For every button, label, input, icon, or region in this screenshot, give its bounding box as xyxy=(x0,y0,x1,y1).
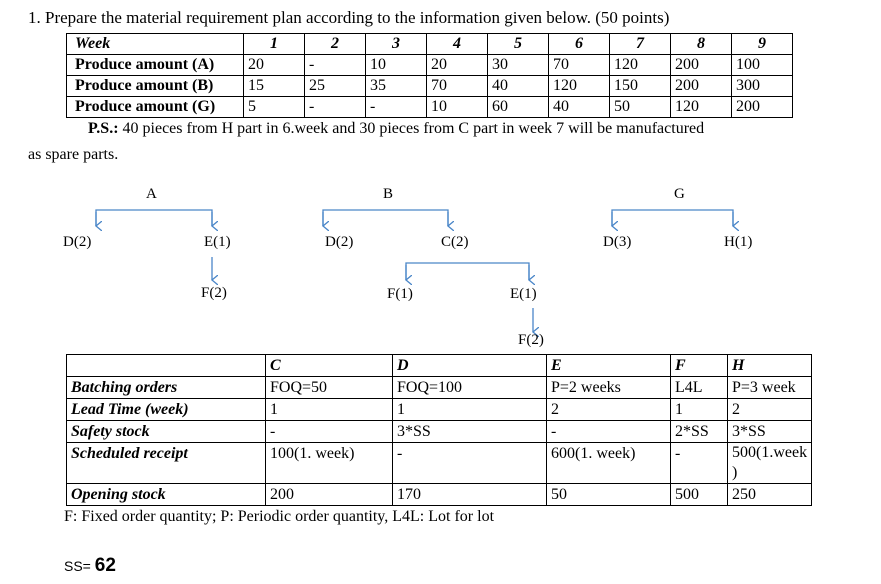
question-number: 1. xyxy=(28,8,41,27)
value-cell: 30 xyxy=(488,55,549,76)
table-row xyxy=(67,443,812,484)
footnote: F: Fixed order quantity; P: Periodic order quantity, L4L: Lot for lot xyxy=(64,508,495,525)
value-cell: 1 xyxy=(671,399,728,421)
value-cell: 200 xyxy=(266,484,393,506)
value-cell: L4L xyxy=(671,377,728,399)
value-cell: FOQ=100 xyxy=(393,377,547,399)
column-header: C xyxy=(266,355,393,377)
value-cell: 500 xyxy=(671,484,728,506)
value-cell: - xyxy=(393,443,547,484)
value-cell: 3*SS xyxy=(728,421,812,443)
value-cell: 3*SS xyxy=(393,421,547,443)
bom-node-g-d: D(3) xyxy=(603,234,632,250)
week-cell: 1 xyxy=(244,34,305,55)
value-cell: - xyxy=(305,97,366,118)
week-cell: 7 xyxy=(610,34,671,55)
row-label: Produce amount (B) xyxy=(67,76,244,97)
column-header: F xyxy=(671,355,728,377)
table-row xyxy=(67,484,812,506)
value-cell: 15 xyxy=(244,76,305,97)
ss-label: SS= xyxy=(64,558,91,574)
value-cell: 25 xyxy=(305,76,366,97)
value-cell: 200 xyxy=(732,97,793,118)
value-cell: 300 xyxy=(732,76,793,97)
bom-node-a-d: D(2) xyxy=(63,234,92,250)
value-cell: 40 xyxy=(488,76,549,97)
column-header: H xyxy=(728,355,812,377)
connector-a xyxy=(96,210,212,226)
week-cell: 2 xyxy=(305,34,366,55)
row-label: Batching orders xyxy=(67,377,266,399)
value-cell: 50 xyxy=(547,484,671,506)
value-cell: 150 xyxy=(610,76,671,97)
value-cell: - xyxy=(305,55,366,76)
value-cell: 5 xyxy=(244,97,305,118)
table-row xyxy=(67,421,812,443)
value-cell: 120 xyxy=(549,76,610,97)
value-cell: 200 xyxy=(671,76,732,97)
table-row xyxy=(67,377,812,399)
value-cell: 170 xyxy=(393,484,547,506)
week-cell: 6 xyxy=(549,34,610,55)
week-cell: 5 xyxy=(488,34,549,55)
value-cell: 10 xyxy=(427,97,488,118)
value-cell: 60 xyxy=(488,97,549,118)
bom-node-b-d: D(2) xyxy=(325,234,354,250)
bom-node-a-e: E(1) xyxy=(204,234,231,250)
value-cell: P=3 week xyxy=(728,377,812,399)
bom-node-a: A xyxy=(146,186,157,202)
value-cell: 2 xyxy=(728,399,812,421)
ps-line2: as spare parts. xyxy=(28,146,119,163)
row-label: Produce amount (G) xyxy=(67,97,244,118)
value-cell: - xyxy=(547,421,671,443)
item-parameter-table xyxy=(66,354,812,506)
value-cell: 50 xyxy=(610,97,671,118)
bom-node-c-e: E(1) xyxy=(510,286,537,302)
table-header-row xyxy=(67,355,812,377)
row-label: Scheduled receipt xyxy=(67,443,266,484)
connector-c xyxy=(406,263,529,280)
table-row xyxy=(67,399,812,421)
column-header: D xyxy=(393,355,547,377)
value-cell: 40 xyxy=(549,97,610,118)
ps-prefix: P.S.: xyxy=(88,120,119,137)
value-cell: P=2 weeks xyxy=(547,377,671,399)
bom-node-b: B xyxy=(383,186,394,202)
value-cell: 100 xyxy=(732,55,793,76)
empty-header xyxy=(67,355,266,377)
value-cell: 10 xyxy=(366,55,427,76)
value-cell: 20 xyxy=(244,55,305,76)
row-label: Lead Time (week) xyxy=(67,399,266,421)
ps-line1: 40 pieces from H part in 6.week and 30 pieces from C part in week 7 will be manufactured xyxy=(118,120,705,137)
row-label: Safety stock xyxy=(67,421,266,443)
value-cell: 70 xyxy=(549,55,610,76)
week-cell: 9 xyxy=(732,34,793,55)
value-cell: 2*SS xyxy=(671,421,728,443)
value-cell: 1 xyxy=(393,399,547,421)
bom-node-b-c: C(2) xyxy=(441,234,469,250)
column-header: E xyxy=(547,355,671,377)
value-cell: 500(1.week ) xyxy=(728,443,812,484)
week-cell: 3 xyxy=(366,34,427,55)
bom-node-c-f: F(1) xyxy=(387,286,413,302)
ss-value xyxy=(64,555,116,577)
value-cell: 120 xyxy=(671,97,732,118)
value-cell: 1 xyxy=(266,399,393,421)
connector-b xyxy=(323,210,448,226)
week-cell: 8 xyxy=(671,34,732,55)
bom-node-a-e-f: F(2) xyxy=(201,285,227,301)
connector-g xyxy=(612,210,733,226)
value-cell: 200 xyxy=(671,55,732,76)
value-cell: FOQ=50 xyxy=(266,377,393,399)
value-cell: 70 xyxy=(427,76,488,97)
week-header: Week xyxy=(67,34,244,55)
bom-node-c-e-f: F(2) xyxy=(518,332,544,348)
bom-node-g: G xyxy=(674,186,685,202)
ss-number: 62 xyxy=(94,555,116,576)
week-cell: 4 xyxy=(427,34,488,55)
question-text: Prepare the material requirement plan according to the information given below. (50 points) xyxy=(45,8,670,27)
value-cell: 20 xyxy=(427,55,488,76)
value-cell: - xyxy=(266,421,393,443)
value-cell: 120 xyxy=(610,55,671,76)
value-cell: 250 xyxy=(728,484,812,506)
value-cell: 35 xyxy=(366,76,427,97)
value-cell: 100(1. week) xyxy=(266,443,393,484)
bom-node-g-h: H(1) xyxy=(724,234,753,250)
value-cell: 2 xyxy=(547,399,671,421)
row-label: Produce amount (A) xyxy=(67,55,244,76)
row-label: Opening stock xyxy=(67,484,266,506)
value-cell: 600(1. week) xyxy=(547,443,671,484)
value-cell: - xyxy=(671,443,728,484)
value-cell: - xyxy=(366,97,427,118)
